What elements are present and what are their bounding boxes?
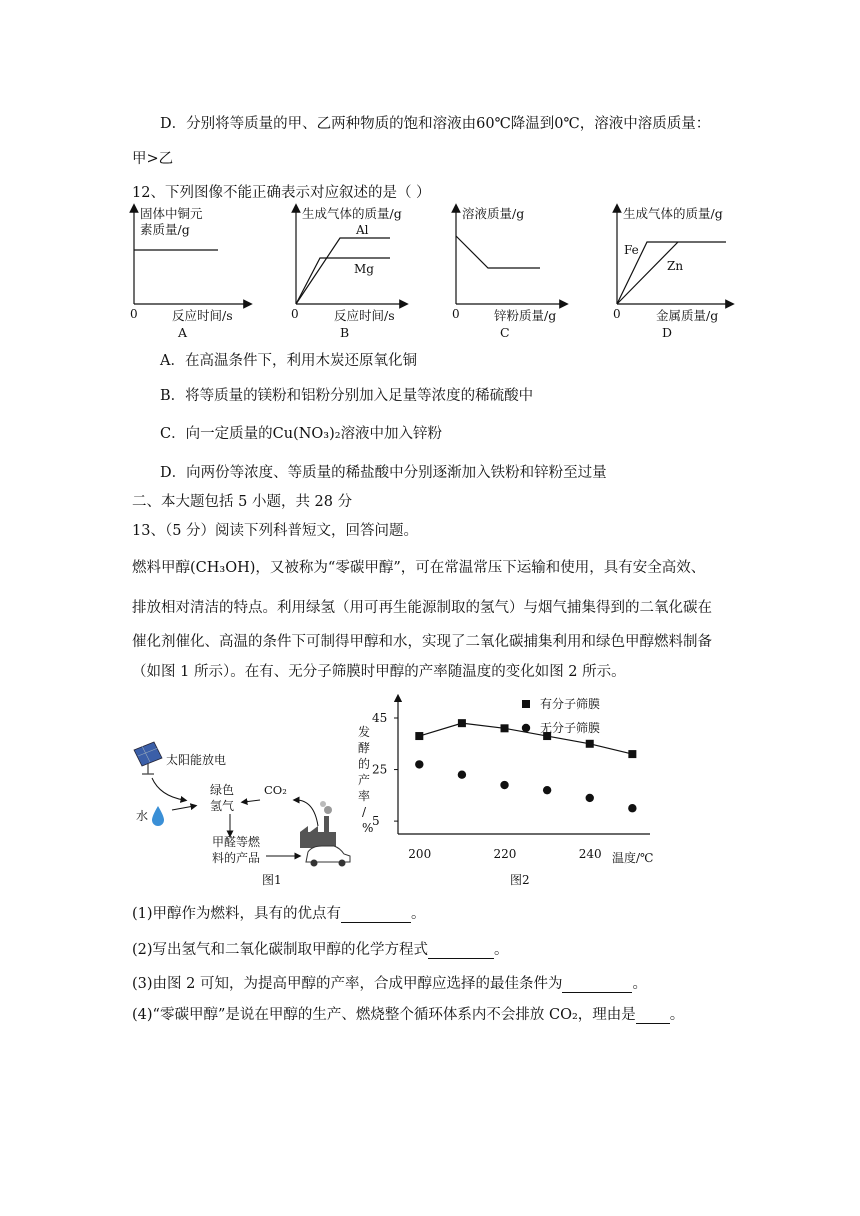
graph-d-zn: Zn [667, 259, 684, 273]
graph-b-mg: Mg [354, 262, 374, 276]
fig1-co2-label: CO₂ [264, 783, 287, 797]
point-without-membrane [458, 771, 466, 779]
point-without-membrane [628, 804, 636, 812]
car-icon [306, 846, 350, 867]
q12-option-c-pre: C．向一定质量的 [160, 426, 273, 442]
graph-b-origin: 0 [291, 307, 299, 321]
q11-option-d: D．分别将等质量的甲、乙两种物质的饱和溶液由60℃降温到0℃，溶液中溶质质量： [160, 116, 711, 132]
legend-label: 有分子筛膜 [540, 697, 601, 711]
graph-c-ylabel: 溶液质量/g [462, 206, 525, 221]
y-tick-label: 45 [372, 711, 388, 725]
water-drop-icon [152, 806, 164, 826]
graph-b-xlabel: 反应时间/s [334, 308, 395, 323]
q12-option-c [160, 422, 442, 443]
graph-c [452, 206, 564, 340]
q13-sub-2-end: 。 [494, 942, 509, 958]
q13-para-line-3: 催化剂催化、高温的条件下可制得甲醇和水，实现了二氧化碳捕集利用和绿色甲醇燃料制备 [132, 634, 712, 650]
legend-square-marker [522, 700, 530, 708]
q12-option-c-formula: Cu(NO₃)₂ [272, 426, 341, 442]
graph-d-ylabel: 生成气体的质量/g [623, 206, 723, 221]
q12-graphs [120, 200, 760, 345]
q13-para-line-4: （如图 1 所示）。在有、无分子筛膜时甲醇的产率随温度的变化如图 2 所示。 [132, 664, 626, 680]
q13-para-pre: 燃料甲醇 [132, 560, 190, 576]
q13-sub-4-text: (4)“零碳甲醇”是说在甲醇的生产、燃烧整个循环体系内不会排放 CO₂，理由是 [132, 1007, 636, 1023]
q13-sub-3-text: (3)由图 2 可知，为提高甲醇的产率，合成甲醇应选择的最佳条件为 [132, 976, 563, 992]
graph-c-origin: 0 [452, 307, 460, 321]
q13-sub-2-text: (2)写出氢气和二氧化碳制取甲醇的化学方程式 [132, 942, 429, 958]
fig1-water-label: 水 [136, 809, 149, 823]
q13-sub-3 [132, 972, 647, 993]
answer-blank-2[interactable] [428, 942, 494, 959]
q12-option-d: D．向两份等浓度、等质量的稀盐酸中分别逐渐加入铁粉和锌粉至过量 [160, 465, 607, 481]
q13-para-formula: (CH₃OH) [190, 560, 256, 576]
point-with-membrane [415, 732, 423, 740]
fig1-solar-label: 太阳能放电 [166, 753, 227, 767]
graph-d-letter: D [662, 325, 673, 340]
q11-option-d-cont: 甲>乙 [132, 151, 174, 167]
point-without-membrane [543, 786, 551, 794]
point-with-membrane [501, 724, 509, 732]
graph-b-ylabel: 生成气体的质量/g [302, 206, 402, 221]
x-tick-label: 240 [578, 847, 602, 861]
figure-1 [128, 738, 358, 888]
section-2-heading: 二、本大题包括 5 小题，共 28 分 [132, 494, 353, 510]
graph-d-xlabel: 金属质量/g [656, 308, 719, 323]
answer-blank-3[interactable] [562, 976, 632, 993]
graph-d-origin: 0 [613, 307, 621, 321]
q13-sub-3-end: 。 [632, 976, 647, 992]
point-with-membrane [586, 740, 594, 748]
point-with-membrane [458, 719, 466, 727]
graph-a-letter: A [178, 325, 188, 340]
fig1-product-label-2: 料的产品 [212, 851, 261, 865]
graph-a-xlabel: 反应时间/s [172, 308, 233, 323]
chart-xlabel: 温度/℃ [612, 851, 654, 865]
graph-d-fe: Fe [624, 243, 639, 257]
solar-panel-icon [134, 742, 162, 774]
graph-a-ylabel-1: 固体中铜元 [140, 206, 203, 221]
chart-ylabel-text: 发酵的产率/ % [358, 725, 374, 835]
q13-sub-1-text: (1)甲醇作为燃料，具有的优点有 [132, 906, 342, 922]
q12-stem: 12、下列图像不能正确表示对应叙述的是（ ） [132, 185, 431, 201]
answer-blank-1[interactable] [341, 906, 411, 923]
graph-a-ylabel-2: 素质量/g [140, 222, 190, 237]
graph-b [291, 206, 404, 340]
point-without-membrane [500, 781, 508, 789]
answer-blank-4[interactable] [636, 1007, 670, 1024]
chart-axes [398, 698, 650, 834]
x-tick-label: 200 [408, 847, 432, 861]
graph-b-al: Al [356, 223, 369, 237]
point-without-membrane [586, 794, 594, 802]
y-tick-label: 5 [372, 814, 380, 829]
graph-c-xlabel: 锌粉质量/g [494, 308, 557, 323]
graph-d [613, 206, 730, 340]
q13-sub-4 [132, 1003, 684, 1024]
legend-label: 无分子筛膜 [540, 721, 601, 735]
x-tick-label: 220 [493, 847, 517, 861]
fig1-caption: 图1 [262, 873, 282, 887]
point-without-membrane [415, 760, 423, 768]
graph-c-letter: C [500, 325, 510, 340]
fig1-h2-label-1: 绿色 [210, 783, 235, 797]
q13-para-post: ，又被称为“零碳甲醇”，可在常温常压下运输和使用，具有安全高效、 [255, 560, 706, 576]
fig1-h2-label-2: 氢气 [210, 799, 235, 813]
q13-para-line-1 [132, 556, 705, 577]
q13-sub-2 [132, 938, 509, 959]
q13-sub-1 [132, 902, 426, 923]
q12-option-a: A．在高温条件下，利用木炭还原氧化铜 [160, 353, 417, 369]
q13-sub-1-end: 。 [411, 906, 426, 922]
fig1-product-label-1: 甲醛等燃 [212, 835, 261, 849]
fig2-caption: 图2 [510, 873, 530, 887]
q13-stem: 13、（5 分）阅读下列科普短文，回答问题。 [132, 523, 419, 539]
legend-circle-marker [522, 724, 530, 732]
q13-para-line-2: 排放相对清洁的特点。利用绿氢（用可再生能源制取的氢气）与烟气捕集得到的二氧化碳在 [132, 600, 712, 616]
q12-option-b: B．将等质量的镁粉和铝粉分别加入足量等浓度的稀硫酸中 [160, 388, 534, 404]
figure-2-chart [350, 690, 670, 890]
graph-a-origin: 0 [130, 307, 138, 321]
graph-b-letter: B [340, 325, 350, 340]
point-with-membrane [628, 750, 636, 758]
graph-a [130, 206, 248, 340]
q12-option-c-post: 溶液中加入锌粉 [340, 426, 443, 442]
y-tick-label: 25 [372, 762, 388, 777]
q13-sub-4-end: 。 [669, 1007, 685, 1023]
